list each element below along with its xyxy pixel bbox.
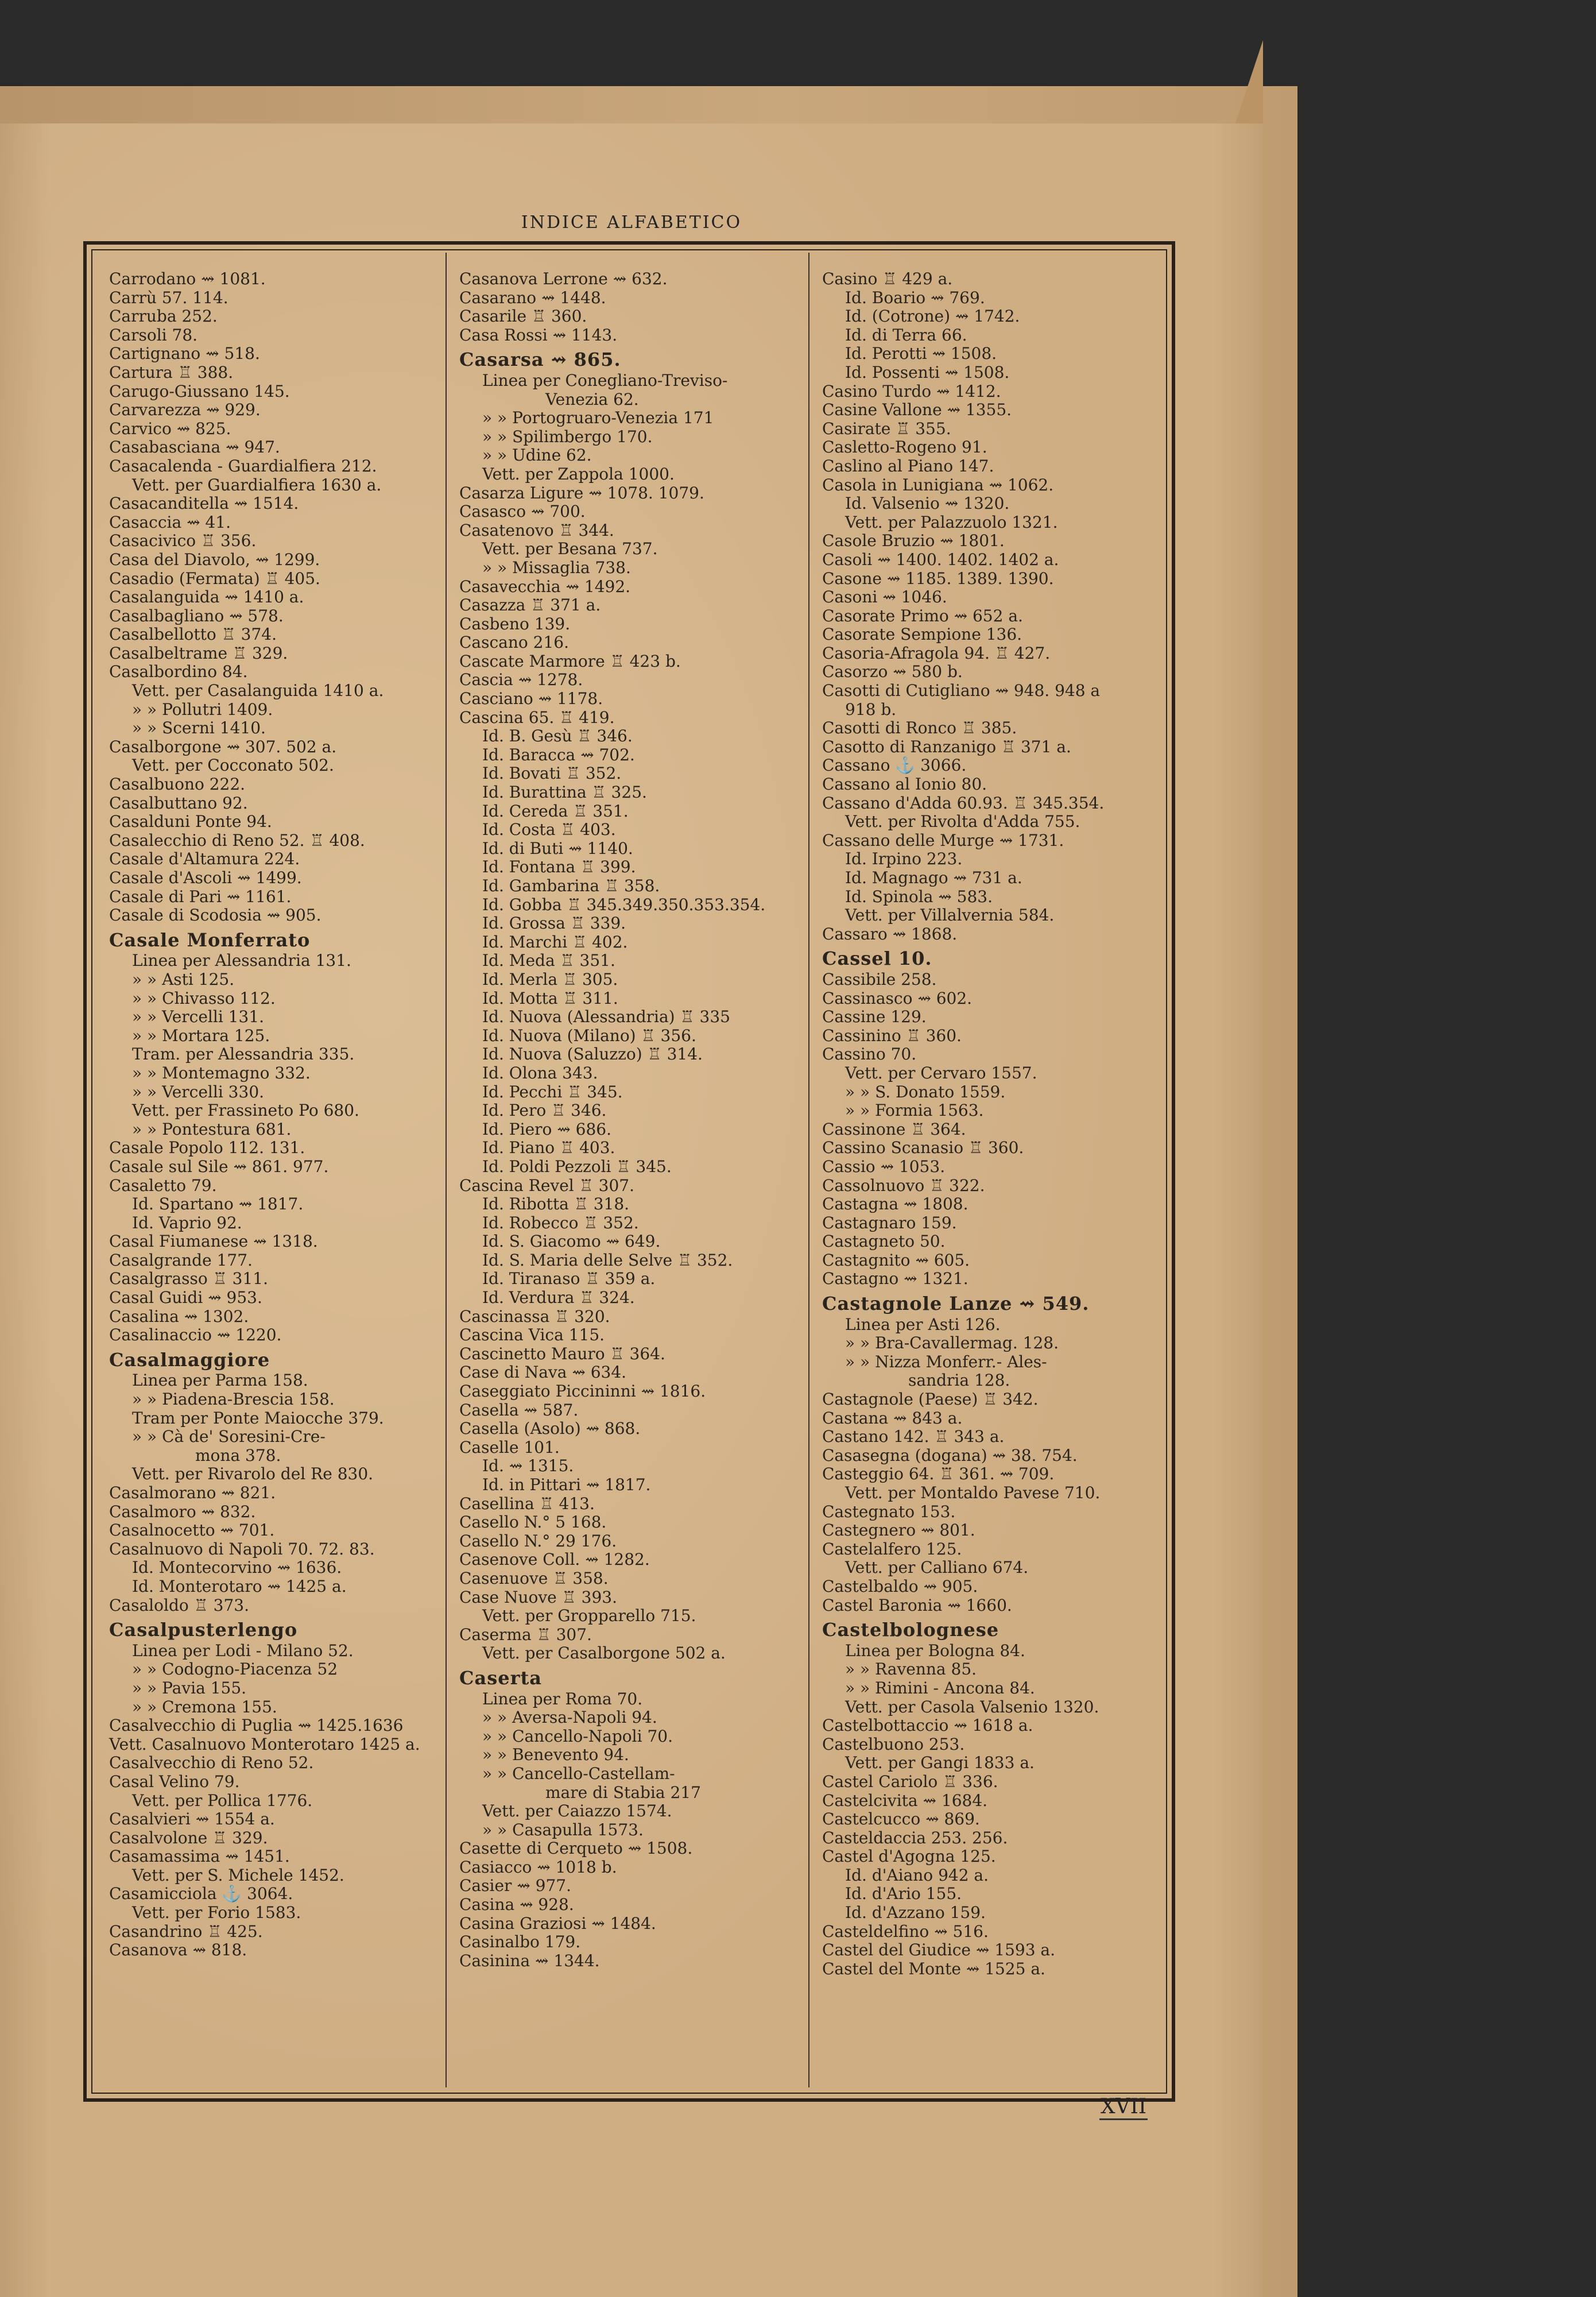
index-entry: Casal Fiumanese ⇝ 1318. bbox=[109, 1232, 318, 1251]
index-entry: Castelbottaccio ⇝ 1618 a. bbox=[822, 1716, 1033, 1735]
index-entry: » » Chivasso 112. bbox=[132, 988, 276, 1008]
index-entry: Id. Poldi Pezzoli ♖ 345. bbox=[482, 1157, 672, 1176]
index-entry: Id. Spartano ⇝ 1817. bbox=[132, 1194, 304, 1214]
index-entry: Id. Robecco ♖ 352. bbox=[482, 1213, 639, 1232]
index-entry: » » Missaglia 738. bbox=[482, 558, 631, 577]
index-entry: Casier ⇝ 977. bbox=[459, 1876, 572, 1896]
running-head: INDICE ALFABETICO bbox=[521, 212, 742, 233]
index-entry: Vett. per Caiazzo 1574. bbox=[482, 1801, 672, 1821]
index-entry: Casale d'Ascoli ⇝ 1499. bbox=[109, 868, 302, 887]
index-entry: Casa Rossi ⇝ 1143. bbox=[459, 325, 618, 345]
index-entry: » » Nizza Monferr.- Ales- bbox=[845, 1352, 1047, 1371]
index-entry: Id. Piero ⇝ 686. bbox=[482, 1119, 611, 1139]
index-entry: Casale Popolo 112. 131. bbox=[109, 1138, 305, 1158]
index-entry: Id. (Cotrone) ⇝ 1742. bbox=[845, 307, 1020, 326]
index-entry: Casalbeltrame ♖ 329. bbox=[109, 643, 288, 663]
index-entry: Casale d'Altamura 224. bbox=[109, 849, 300, 869]
index-entry: Linea per Asti 126. bbox=[845, 1314, 1001, 1334]
index-entry: Castelalfero 125. bbox=[822, 1539, 962, 1559]
index-entry: Id. Vaprio 92. bbox=[132, 1213, 242, 1232]
index-entry: Caselle 101. bbox=[459, 1437, 560, 1457]
index-entry: Cassino Scanasio ♖ 360. bbox=[822, 1138, 1024, 1158]
index-entry: » » Cancello-Castellam- bbox=[482, 1764, 675, 1783]
index-entry: Castagnaro 159. bbox=[822, 1213, 957, 1232]
column-rule bbox=[808, 253, 809, 2087]
index-entry: » » Bra-Cavallermag. 128. bbox=[845, 1333, 1059, 1353]
index-entry: Cassinino ♖ 360. bbox=[822, 1026, 962, 1045]
index-entry: Id. B. Gesù ♖ 346. bbox=[482, 726, 633, 746]
index-entry: Cassino 70. bbox=[822, 1045, 917, 1064]
page-number: XVII bbox=[1099, 2095, 1148, 2120]
index-entry: Vett. per Villalvernia 584. bbox=[845, 906, 1055, 925]
index-entry: Id. Possenti ⇝ 1508. bbox=[845, 362, 1010, 382]
index-entry: Casalmoro ⇝ 832. bbox=[109, 1502, 256, 1521]
index-entry: Casalbuttano 92. bbox=[109, 793, 248, 813]
index-entry: Cassano delle Murge ⇝ 1731. bbox=[822, 830, 1064, 850]
index-entry: Castano 142. ♖ 343 a. bbox=[822, 1427, 1005, 1447]
index-entry: Castagnito ⇝ 605. bbox=[822, 1250, 970, 1270]
index-entry: Casalduni Ponte 94. bbox=[109, 812, 272, 832]
index-entry: Castelbuono 253. bbox=[822, 1734, 965, 1754]
index-entry: Casola in Lunigiana ⇝ 1062. bbox=[822, 475, 1054, 494]
index-entry: Casarano ⇝ 1448. bbox=[459, 288, 606, 307]
index-entry: » » Codogno-Piacenza 52 bbox=[132, 1660, 338, 1679]
index-entry: Castegnero ⇝ 801. bbox=[822, 1521, 975, 1540]
index-entry: Id. Gambarina ♖ 358. bbox=[482, 876, 660, 895]
index-entry: Casaloldo ♖ 373. bbox=[109, 1595, 249, 1615]
index-entry: Casletto-Rogeno 91. bbox=[822, 438, 987, 457]
index-entry: Casarza Ligure ⇝ 1078. 1079. bbox=[459, 483, 704, 502]
index-entry: Casandrino ♖ 425. bbox=[109, 1921, 263, 1941]
index-entry: Casal Velino 79. bbox=[109, 1772, 240, 1791]
index-entry: Castel Baronia ⇝ 1660. bbox=[822, 1595, 1012, 1615]
index-entry: Casalgrasso ♖ 311. bbox=[109, 1269, 268, 1289]
index-heading: Casarsa ⇝ 865. bbox=[459, 349, 621, 371]
index-entry: 918 b. bbox=[845, 699, 897, 719]
index-entry: Vett. per Frassineto Po 680. bbox=[132, 1101, 359, 1120]
index-entry: Casaletto 79. bbox=[109, 1175, 217, 1195]
index-entry: » » S. Donato 1559. bbox=[845, 1082, 1006, 1101]
index-heading: Cassel 10. bbox=[822, 948, 932, 970]
index-entry: Vett. per Gropparello 715. bbox=[482, 1606, 696, 1626]
index-entry: Id. Fontana ♖ 399. bbox=[482, 857, 636, 877]
index-entry: Id. Meda ♖ 351. bbox=[482, 951, 615, 970]
index-entry: Casalgrande 177. bbox=[109, 1250, 253, 1270]
index-entry: Id. ⇝ 1315. bbox=[482, 1456, 574, 1476]
index-entry: Id. S. Maria delle Selve ♖ 352. bbox=[482, 1250, 733, 1270]
index-entry: Vett. per Guardialfiera 1630 a. bbox=[132, 475, 382, 494]
index-entry: Cassano al Ionio 80. bbox=[822, 775, 987, 794]
index-entry: Id. in Pittari ⇝ 1817. bbox=[482, 1475, 651, 1494]
index-entry: Cascinetto Mauro ♖ 364. bbox=[459, 1344, 665, 1363]
index-entry: Id. Irpino 223. bbox=[845, 849, 963, 869]
index-entry: Casarile ♖ 360. bbox=[459, 307, 587, 326]
index-entry: » » Portogruaro-Venezia 171 bbox=[482, 408, 714, 428]
index-entry: Id. Grossa ♖ 339. bbox=[482, 914, 626, 933]
index-entry: Castelcucco ⇝ 869. bbox=[822, 1809, 980, 1829]
index-entry: Id. di Buti ⇝ 1140. bbox=[482, 838, 633, 858]
index-entry: Casalvolone ♖ 329. bbox=[109, 1828, 268, 1847]
index-entry: Id. Ribotta ♖ 318. bbox=[482, 1194, 630, 1214]
index-entry: Caserma ♖ 307. bbox=[459, 1625, 592, 1644]
index-entry: Casasegna (dogana) ⇝ 38. 754. bbox=[822, 1445, 1078, 1465]
index-entry: Cassano ⚓ 3066. bbox=[822, 756, 967, 775]
index-entry: Cassinone ♖ 364. bbox=[822, 1119, 966, 1139]
index-entry: Casale di Scodosia ⇝ 905. bbox=[109, 906, 321, 925]
index-entry: Cassinasco ⇝ 602. bbox=[822, 988, 973, 1008]
index-entry: Vett. per Forio 1583. bbox=[132, 1903, 301, 1923]
index-entry: Tram. per Alessandria 335. bbox=[132, 1045, 355, 1064]
index-entry: » » Benevento 94. bbox=[482, 1745, 629, 1765]
index-entry: Casellina ♖ 413. bbox=[459, 1494, 595, 1513]
index-entry: Casasco ⇝ 700. bbox=[459, 502, 586, 521]
index-entry: Casoria-Afragola 94. ♖ 427. bbox=[822, 643, 1051, 663]
index-entry: Vett. per Rivarolo del Re 830. bbox=[132, 1464, 374, 1484]
index-entry: Castelcivita ⇝ 1684. bbox=[822, 1791, 988, 1810]
index-entry: Vett. Casalnuovo Monterotaro 1425 a. bbox=[109, 1734, 420, 1754]
index-entry: Id. Baracca ⇝ 702. bbox=[482, 745, 635, 764]
index-entry: » » Montemagno 332. bbox=[132, 1063, 311, 1082]
index-entry: Casino Turdo ⇝ 1412. bbox=[822, 381, 1001, 401]
index-heading: Castagnole Lanze ⇝ 549. bbox=[822, 1293, 1090, 1315]
index-entry: Casotti di Ronco ♖ 385. bbox=[822, 718, 1017, 738]
index-entry: Cascina 65. ♖ 419. bbox=[459, 707, 615, 727]
index-entry: » » Aversa-Napoli 94. bbox=[482, 1708, 657, 1727]
index-entry: Cartignano ⇝ 518. bbox=[109, 344, 260, 364]
index-entry: Castel del Giudice ⇝ 1593 a. bbox=[822, 1940, 1056, 1960]
index-entry: Id. d'Ario 155. bbox=[845, 1884, 962, 1904]
index-entry: Casbeno 139. bbox=[459, 614, 571, 633]
index-entry: Casoni ⇝ 1046. bbox=[822, 587, 947, 607]
index-entry: Casalborgone ⇝ 307. 502 a. bbox=[109, 737, 337, 756]
index-entry: » » Casapulla 1573. bbox=[482, 1820, 644, 1839]
index-entry: Id. Piano ♖ 403. bbox=[482, 1138, 615, 1158]
index-entry: Vett. per Cervaro 1557. bbox=[845, 1063, 1037, 1082]
index-entry: Casamicciola ⚓ 3064. bbox=[109, 1884, 293, 1904]
index-entry: Id. Magnago ⇝ 731 a. bbox=[845, 868, 1022, 887]
index-entry: Id. Burattina ♖ 325. bbox=[482, 783, 647, 802]
index-entry: Casorate Sempione 136. bbox=[822, 625, 1022, 644]
index-entry: Case di Nava ⇝ 634. bbox=[459, 1363, 627, 1382]
index-entry: Casirate ♖ 355. bbox=[822, 419, 951, 438]
index-entry: Linea per Lodi - Milano 52. bbox=[132, 1641, 354, 1660]
index-entry: Linea per Alessandria 131. bbox=[132, 951, 351, 970]
index-entry: Cascina Revel ♖ 307. bbox=[459, 1175, 634, 1195]
index-entry: Casaccia ⇝ 41. bbox=[109, 512, 231, 532]
index-entry: Vett. per Pollica 1776. bbox=[132, 1791, 313, 1810]
index-heading: Caserta bbox=[459, 1666, 542, 1689]
index-entry: » » Cancello-Napoli 70. bbox=[482, 1726, 673, 1746]
index-entry: Casacanditella ⇝ 1514. bbox=[109, 494, 299, 513]
index-entry: Casole Bruzio ⇝ 1801. bbox=[822, 531, 1005, 551]
index-entry: Vett. per Casalanguida 1410 a. bbox=[132, 681, 384, 701]
index-entry: Castelbaldo ⇝ 905. bbox=[822, 1576, 978, 1596]
index-entry: Id. Motta ♖ 311. bbox=[482, 988, 618, 1008]
index-entry: Id. Perotti ⇝ 1508. bbox=[845, 344, 997, 364]
index-entry: Carvico ⇝ 825. bbox=[109, 419, 231, 438]
index-entry: Castel d'Agogna 125. bbox=[822, 1847, 996, 1866]
index-column-2 bbox=[459, 270, 792, 1970]
index-entry: » » Rimini - Ancona 84. bbox=[845, 1678, 1035, 1697]
index-entry: Id. Valsenio ⇝ 1320. bbox=[845, 494, 1010, 513]
index-entry: Id. Marchi ♖ 402. bbox=[482, 932, 628, 952]
index-heading: Casalpusterlengo bbox=[109, 1619, 298, 1641]
index-entry: Id. Costa ♖ 403. bbox=[482, 820, 616, 840]
index-entry: Casalnocetto ⇝ 701. bbox=[109, 1521, 275, 1540]
index-entry: Linea per Conegliano-Treviso- bbox=[482, 370, 728, 390]
index-entry: Casteldelfino ⇝ 516. bbox=[822, 1921, 989, 1941]
index-entry: Casamassima ⇝ 1451. bbox=[109, 1847, 290, 1866]
index-entry: Casenove Coll. ⇝ 1282. bbox=[459, 1550, 650, 1569]
index-entry: Casina Graziosi ⇝ 1484. bbox=[459, 1913, 656, 1933]
index-entry: » » Formia 1563. bbox=[845, 1101, 984, 1120]
index-entry: Casalnuovo di Napoli 70. 72. 83. bbox=[109, 1539, 375, 1559]
index-entry: Casabasciana ⇝ 947. bbox=[109, 438, 280, 457]
index-entry: Vett. per Zappola 1000. bbox=[482, 464, 675, 484]
index-entry: Id. Boario ⇝ 769. bbox=[845, 288, 985, 307]
index-entry: Id. Olona 343. bbox=[482, 1063, 598, 1082]
index-entry: Casalbagliano ⇝ 578. bbox=[109, 606, 284, 625]
index-entry: Castel del Monte ⇝ 1525 a. bbox=[822, 1959, 1045, 1978]
index-entry: Id. di Terra 66. bbox=[845, 325, 967, 345]
index-entry: Castagno ⇝ 1321. bbox=[822, 1269, 969, 1289]
index-entry: mona 378. bbox=[195, 1445, 281, 1465]
index-entry: Casalvieri ⇝ 1554 a. bbox=[109, 1809, 275, 1829]
index-entry: Cascia ⇝ 1278. bbox=[459, 670, 583, 690]
index-entry: Casette di Cerqueto ⇝ 1508. bbox=[459, 1839, 693, 1858]
index-entry: Casteggio 64. ♖ 361. ⇝ 709. bbox=[822, 1464, 1055, 1484]
index-entry: Caseggiato Piccininni ⇝ 1816. bbox=[459, 1382, 706, 1401]
index-entry: Casalbordino 84. bbox=[109, 662, 248, 682]
index-entry: Casazza ♖ 371 a. bbox=[459, 595, 601, 615]
index-entry: Id. Nuova (Alessandria) ♖ 335 bbox=[482, 1007, 730, 1027]
index-entry: Vett. per Calliano 674. bbox=[845, 1558, 1029, 1577]
index-entry: » » Udine 62. bbox=[482, 446, 592, 465]
index-entry: Id. Monterotaro ⇝ 1425 a. bbox=[132, 1576, 347, 1596]
index-heading: Castelbolognese bbox=[822, 1619, 1000, 1641]
index-entry: Casalmorano ⇝ 821. bbox=[109, 1483, 276, 1502]
index-entry: Casoli ⇝ 1400. 1402. 1402 a. bbox=[822, 550, 1059, 569]
index-entry: Casadio (Fermata) ♖ 405. bbox=[109, 569, 320, 588]
index-entry: Casine Vallone ⇝ 1355. bbox=[822, 400, 1012, 420]
index-column-3 bbox=[822, 270, 1158, 1978]
index-entry: Casalecchio di Reno 52. ♖ 408. bbox=[109, 830, 365, 850]
index-entry: Casello N.° 5 168. bbox=[459, 1513, 607, 1532]
index-entry: Id. Spinola ⇝ 583. bbox=[845, 887, 993, 906]
index-entry: Carruba 252. bbox=[109, 307, 218, 326]
column-rule bbox=[446, 253, 447, 2087]
index-entry: Id. Tiranaso ♖ 359 a. bbox=[482, 1269, 656, 1289]
index-entry: Vett. per Casola Valsenio 1320. bbox=[845, 1697, 1099, 1716]
index-entry: Case Nuove ♖ 393. bbox=[459, 1587, 617, 1607]
index-entry: Casciano ⇝ 1178. bbox=[459, 689, 603, 709]
index-entry: Casalinaccio ⇝ 1220. bbox=[109, 1325, 282, 1345]
index-entry: » » Pollutri 1409. bbox=[132, 699, 273, 719]
index-entry: Cassolnuovo ♖ 322. bbox=[822, 1175, 985, 1195]
index-entry: Vett. per Palazzuolo 1321. bbox=[845, 512, 1058, 532]
index-entry: Carrodano ⇝ 1081. bbox=[109, 269, 266, 288]
index-entry: Id. Montecorvino ⇝ 1636. bbox=[132, 1558, 342, 1577]
index-entry: Castagnole (Paese) ♖ 342. bbox=[822, 1390, 1039, 1409]
index-entry: Id. Gobba ♖ 345.349.350.353.354. bbox=[482, 895, 766, 914]
index-entry: Id. Verdura ♖ 324. bbox=[482, 1288, 635, 1308]
index-entry: » » Vercelli 330. bbox=[132, 1082, 265, 1101]
index-entry: Casella ⇝ 587. bbox=[459, 1400, 579, 1420]
index-entry: Vett. per Gangi 1833 a. bbox=[845, 1753, 1035, 1773]
index-entry: sandria 128. bbox=[908, 1371, 1010, 1390]
index-entry: Id. Merla ♖ 305. bbox=[482, 969, 618, 989]
index-entry: » » Mortara 125. bbox=[132, 1026, 270, 1045]
index-entry: Casinina ⇝ 1344. bbox=[459, 1951, 600, 1970]
index-entry: Cassine 129. bbox=[822, 1007, 927, 1027]
index-entry: Id. Nuova (Saluzzo) ♖ 314. bbox=[482, 1045, 703, 1064]
index-entry: » » Pontestura 681. bbox=[132, 1119, 292, 1139]
index-entry: Casalbellotto ♖ 374. bbox=[109, 625, 277, 644]
index-entry: Casalvecchio di Reno 52. bbox=[109, 1753, 314, 1773]
index-entry: Casorzo ⇝ 580 b. bbox=[822, 662, 963, 682]
index-entry: Castagna ⇝ 1808. bbox=[822, 1194, 969, 1214]
index-entry: Id. d'Aiano 942 a. bbox=[845, 1865, 989, 1885]
index-entry: Casalina ⇝ 1302. bbox=[109, 1306, 249, 1326]
index-entry: Carvarezza ⇝ 929. bbox=[109, 400, 261, 420]
index-entry: Casotto di Ranzanigo ♖ 371 a. bbox=[822, 737, 1071, 756]
index-entry: Vett. per Rivolta d'Adda 755. bbox=[845, 812, 1080, 832]
index-entry: Casina ⇝ 928. bbox=[459, 1895, 574, 1915]
index-entry: Casinalbo 179. bbox=[459, 1932, 581, 1952]
index-entry: Casacalenda - Guardialfiera 212. bbox=[109, 456, 377, 475]
index-entry: Vett. per Cocconato 502. bbox=[132, 756, 334, 775]
index-entry: Vett. per S. Michele 1452. bbox=[132, 1865, 344, 1885]
index-entry: Cassaro ⇝ 1868. bbox=[822, 924, 958, 943]
index-entry: Id. S. Giacomo ⇝ 649. bbox=[482, 1232, 661, 1251]
index-entry: Vett. per Besana 737. bbox=[482, 539, 658, 559]
index-entry: Casanova Lerrone ⇝ 632. bbox=[459, 269, 668, 288]
index-entry: » » Spilimbergo 170. bbox=[482, 427, 653, 446]
index-entry: » » Ravenna 85. bbox=[845, 1660, 977, 1679]
index-entry: Castagneto 50. bbox=[822, 1232, 946, 1251]
index-entry: Cascinassa ♖ 320. bbox=[459, 1306, 610, 1326]
index-entry: Casale sul Sile ⇝ 861. 977. bbox=[109, 1157, 329, 1176]
index-entry: Id. Bovati ♖ 352. bbox=[482, 764, 622, 783]
index-entry: Castel Cariolo ♖ 336. bbox=[822, 1772, 998, 1791]
index-entry: Casorate Primo ⇝ 652 a. bbox=[822, 606, 1023, 625]
index-entry: Carrù 57. 114. bbox=[109, 288, 228, 307]
index-entry: Cassibile 258. bbox=[822, 969, 937, 989]
index-entry: Cartura ♖ 388. bbox=[109, 362, 234, 382]
index-entry: » » Vercelli 131. bbox=[132, 1007, 265, 1027]
index-entry: Casiacco ⇝ 1018 b. bbox=[459, 1857, 617, 1877]
index-entry: Casello N.° 29 176. bbox=[459, 1531, 617, 1550]
index-entry: Casanova ⇝ 818. bbox=[109, 1940, 247, 1960]
index-entry: Cascano 216. bbox=[459, 633, 569, 652]
index-entry: Cassio ⇝ 1053. bbox=[822, 1157, 946, 1176]
index-entry: Casalbuono 222. bbox=[109, 775, 246, 794]
index-entry: Casella (Asolo) ⇝ 868. bbox=[459, 1419, 641, 1438]
index-entry: Casal Guidi ⇝ 953. bbox=[109, 1288, 262, 1308]
index-entry: Cascate Marmore ♖ 423 b. bbox=[459, 651, 681, 671]
index-entry: Casteldaccia 253. 256. bbox=[822, 1828, 1008, 1847]
index-entry: » » Cremona 155. bbox=[132, 1697, 277, 1716]
index-entry: Casale di Pari ⇝ 1161. bbox=[109, 887, 292, 906]
index-entry: Id. Pecchi ♖ 345. bbox=[482, 1082, 623, 1101]
index-entry: Casone ⇝ 1185. 1389. 1390. bbox=[822, 569, 1054, 588]
index-entry: » » Cà de' Soresini-Cre- bbox=[132, 1427, 326, 1447]
index-entry: Casotti di Cutigliano ⇝ 948. 948 a bbox=[822, 681, 1101, 701]
index-entry: Cassano d'Adda 60.93. ♖ 345.354. bbox=[822, 793, 1105, 813]
index-entry: Id. Cereda ♖ 351. bbox=[482, 801, 629, 821]
index-entry: » » Scerni 1410. bbox=[132, 718, 266, 738]
index-heading: Casale Monferrato bbox=[109, 929, 311, 951]
index-entry: Castegnato 153. bbox=[822, 1502, 956, 1521]
index-entry: Tram per Ponte Maiocche 379. bbox=[132, 1408, 384, 1428]
index-entry: » » Pavia 155. bbox=[132, 1678, 247, 1697]
index-entry: Vett. per Montaldo Pavese 710. bbox=[845, 1483, 1101, 1502]
index-entry: » » Asti 125. bbox=[132, 969, 235, 989]
index-entry: Casino ♖ 429 a. bbox=[822, 269, 953, 288]
index-entry: Vett. per Casalborgone 502 a. bbox=[482, 1644, 726, 1663]
index-entry: Casenuove ♖ 358. bbox=[459, 1568, 609, 1588]
index-entry: Casa del Diavolo, ⇝ 1299. bbox=[109, 550, 320, 569]
index-entry: Caslino al Piano 147. bbox=[822, 456, 994, 475]
index-entry: Casatenovo ♖ 344. bbox=[459, 520, 614, 540]
index-entry: » » Piadena-Brescia 158. bbox=[132, 1390, 335, 1409]
index-entry: Linea per Bologna 84. bbox=[845, 1641, 1025, 1660]
index-entry: mare di Stabia 217 bbox=[545, 1782, 701, 1802]
index-entry: Id. Pero ♖ 346. bbox=[482, 1101, 607, 1120]
index-entry: Id. d'Azzano 159. bbox=[845, 1903, 986, 1923]
index-entry: Linea per Parma 158. bbox=[132, 1371, 308, 1390]
index-entry: Cascina Vica 115. bbox=[459, 1325, 605, 1345]
index-entry: Venezia 62. bbox=[545, 389, 639, 409]
index-entry: Castana ⇝ 843 a. bbox=[822, 1408, 963, 1428]
index-entry: Casalvecchio di Puglia ⇝ 1425.1636 bbox=[109, 1716, 404, 1735]
index-column-1 bbox=[109, 270, 431, 1960]
index-entry: Id. Nuova (Milano) ♖ 356. bbox=[482, 1026, 696, 1045]
index-entry: Carsoli 78. bbox=[109, 325, 198, 345]
index-entry: Linea per Roma 70. bbox=[482, 1689, 643, 1708]
index-heading: Casalmaggiore bbox=[109, 1348, 270, 1371]
index-entry: Casacivico ♖ 356. bbox=[109, 531, 257, 551]
index-entry: Carugo-Giussano 145. bbox=[109, 381, 290, 401]
index-entry: Casalanguida ⇝ 1410 a. bbox=[109, 587, 304, 607]
index-entry: Casavecchia ⇝ 1492. bbox=[459, 577, 631, 596]
